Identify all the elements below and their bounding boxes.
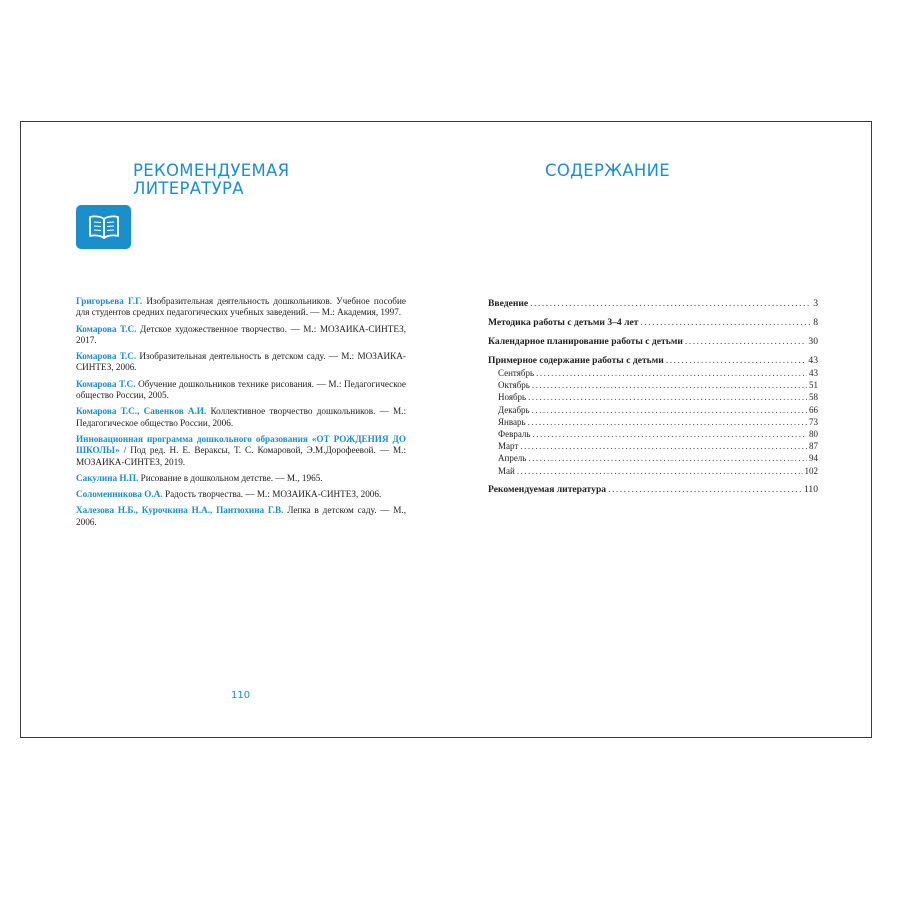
toc-leader [517, 465, 803, 477]
book-spread [20, 121, 872, 738]
toc-page: 30 [808, 336, 818, 347]
toc-leader [666, 355, 807, 367]
toc-page: 110 [803, 483, 818, 495]
entry-author: Соломенникова О.А. [76, 489, 163, 500]
bibliography-entry [76, 434, 406, 468]
toc-page: 73 [809, 416, 818, 427]
bibliography-entry [76, 406, 406, 429]
toc-entry-calendar-planning[interactable] [488, 336, 818, 348]
bibliography-entry [76, 296, 406, 319]
toc-entry-month[interactable] [488, 452, 818, 464]
toc-page: 66 [809, 404, 818, 415]
bibliography-entry [76, 505, 406, 528]
entry-author: Инновационная программа дошкольного образования «ОТ РОЖДЕНИЯ ДО ШКОЛЫ» [76, 433, 406, 456]
entry-text: Радость творчества. — М.: МОЗАИКА-СИНТЕЗ, 2006. [162, 489, 382, 500]
page-title-literature [133, 162, 289, 198]
toc-label: Март [498, 441, 519, 452]
entry-text: Коллективное творчество дошкольников. — М.: Педагогическое общество России, 2006. [76, 406, 406, 428]
toc-leader [532, 379, 807, 391]
toc-label: Октябрь [498, 380, 530, 391]
toc-entry-recommended-literature[interactable] [488, 484, 818, 496]
toc-page: 51 [809, 380, 818, 391]
toc-page: 43 [809, 368, 818, 378]
toc-leader [532, 404, 807, 416]
title-line-1: РЕКОМЕНДУЕМАЯ [133, 161, 290, 180]
toc-entry-month[interactable] [488, 465, 818, 477]
toc-page: 94 [809, 453, 818, 464]
toc-page: 80 [809, 429, 818, 440]
book-badge [76, 205, 131, 249]
toc-label: Рекомендуемая литература [488, 483, 607, 495]
entry-text: Изобразительная деятельность дошкольников. Учебное пособие для студентов средних педагогических учебных заведений. — М.: Академия, 1997. [76, 296, 406, 318]
page-number: 110 [231, 690, 251, 701]
entry-author: Халезова Н.Б., Курочкина Н.А., Пантюхина Г.В. [76, 505, 284, 516]
page-title-contents: СОДЕРЖАНИЕ [545, 161, 671, 180]
entry-author: Сакулина Н.П. [76, 472, 139, 483]
toc-label: Январь [498, 416, 526, 427]
entry-text: Обучение дошкольников технике рисования. — М.: Педагогическое общество России, 2005. [76, 378, 406, 401]
toc-entry-methodology[interactable] [488, 317, 818, 329]
toc-label: Ноябрь [498, 392, 527, 403]
toc-leader [530, 298, 811, 310]
toc-page: 58 [809, 392, 818, 403]
toc-leader [536, 367, 807, 379]
entry-author: Комарова Т.С. [76, 351, 137, 362]
toc-leader [533, 428, 807, 440]
bibliography-entry [76, 473, 406, 484]
entry-text: Лепка в детском саду. — М., 2006. [76, 505, 407, 527]
toc-label: Сентябрь [498, 368, 535, 378]
toc-leader [528, 416, 807, 428]
toc-entry-month[interactable] [488, 428, 818, 440]
toc-leader [640, 317, 811, 329]
toc-page: 3 [813, 298, 818, 309]
toc-entry-month[interactable] [488, 379, 818, 391]
toc-entry-introduction[interactable] [488, 298, 818, 310]
title-line-2: ЛИТЕРАТУРА [133, 179, 244, 198]
toc-page: 102 [804, 465, 818, 476]
toc-entry-month[interactable] [488, 416, 818, 428]
toc-label: Примерное содержание работы с детьми [488, 355, 664, 366]
bibliography-entry [76, 489, 406, 500]
toc-label: Календарное планирование работы с детьми [488, 336, 683, 347]
entry-text: / Под ред. Н. Е. Вераксы, Т. С. Комаровой, Э.М.Дорофеевой. — М.: МОЗАИКА-СИНТЕЗ, 2019. [76, 445, 406, 467]
entry-author: Комарова Т.С. [76, 323, 137, 334]
entry-text: Изобразительная деятельность в детском саду. — М.: МОЗАИКА-СИНТЕЗ, 2006. [76, 351, 406, 373]
toc-entry-sample-content[interactable] [488, 355, 818, 367]
table-of-contents [488, 298, 818, 496]
toc-page: 43 [808, 355, 818, 366]
toc-page: 8 [813, 317, 818, 328]
toc-label: Декабрь [498, 404, 530, 415]
entry-author: Григорьева Г.Г. [76, 296, 143, 306]
entry-author: Комарова Т.С. [76, 378, 136, 389]
toc-leader [528, 391, 807, 403]
toc-entry-month[interactable] [488, 367, 818, 379]
toc-entry-month[interactable] [488, 440, 818, 452]
toc-label: Май [498, 465, 515, 476]
bibliography-entry [76, 324, 406, 347]
toc-page: 87 [809, 441, 818, 452]
entry-text: Рисование в дошкольном детстве. — М., 1965. [138, 472, 323, 483]
toc-label: Методика работы с детьми 3–4 лет [488, 317, 639, 328]
toc-leader [520, 440, 807, 452]
entry-author: Комарова Т.С., Савенков А.И. [76, 406, 207, 417]
toc-entry-month[interactable] [488, 391, 818, 403]
open-book-icon [87, 214, 121, 240]
toc-label: Апрель [498, 453, 527, 464]
bibliography-entry [76, 379, 406, 402]
entry-text: Детское художественное творчество. — М.: МОЗАИКА-СИНТЕЗ, 2017. [76, 323, 406, 345]
bibliography-list [76, 296, 406, 533]
bibliography-entry [76, 351, 406, 374]
toc-entry-month[interactable] [488, 404, 818, 416]
toc-leader [528, 452, 807, 464]
toc-leader [685, 336, 807, 348]
toc-label: Февраль [498, 429, 531, 440]
toc-label: Введение [488, 298, 529, 309]
toc-leader [608, 484, 802, 496]
